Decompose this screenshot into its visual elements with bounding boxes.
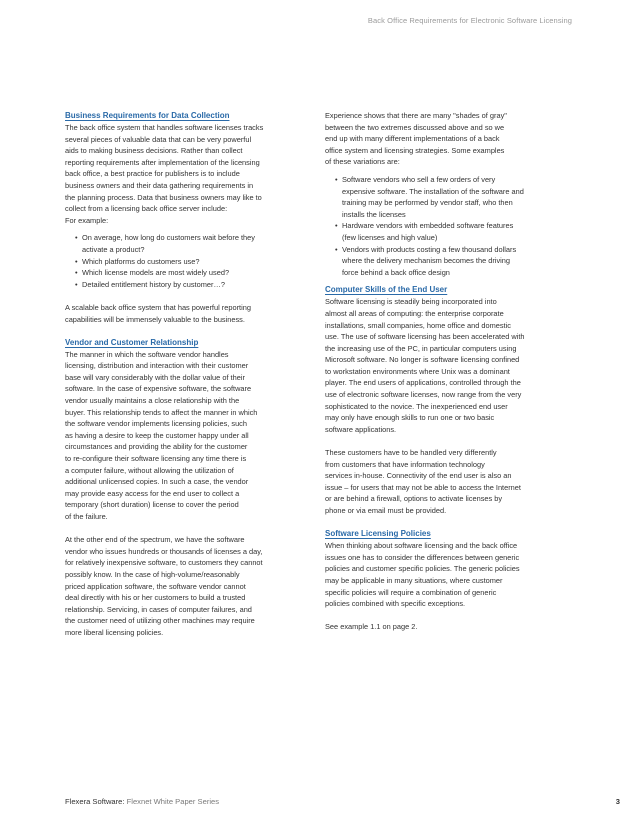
bullet-icon: •	[335, 174, 338, 184]
list-item: • Which platforms do customers use?	[75, 256, 200, 266]
footer-series	[65, 797, 219, 806]
footer-company: Flexera Software:	[65, 797, 125, 806]
list-item: • Software vendors who sell a few orders of very expensive software. The installation of the software and training may be performed by vendor staff, who then installs the licenses	[335, 174, 524, 219]
list-item: • Vendors with products costing a few thousand dollars where the delivery mechanism becomes the driving force behind a back office design	[335, 244, 517, 277]
paragraph-licensing-policies: When thinking about software licensing and the back office issues one has to consider the differences between generic policies and customer specific policies. The generic policies may be applicable in many situations, where customer specific policies will require a combination of generic policies combined with specific exceptions.	[325, 541, 520, 609]
paragraph-scalable-backoffice: A scalable back office system that has powerful reporting capabilities will be immensely valuable to the business.	[65, 302, 251, 324]
bullet-icon: •	[335, 244, 338, 254]
bullet-list-variations	[325, 174, 577, 278]
right-column	[325, 110, 577, 633]
page-number: 3	[615, 797, 620, 806]
left-column	[65, 110, 317, 639]
bullet-icon: •	[75, 279, 78, 289]
list-item: • On average, how long do customers wait before they activate a product?	[75, 233, 255, 254]
footer-series-name: Flexnet White Paper Series	[124, 797, 220, 806]
running-header: Back Office Requirements for Electronic Software Licensing	[367, 16, 572, 25]
bullet-icon: •	[335, 221, 338, 231]
bullet-icon: •	[75, 233, 78, 243]
paragraph-customers-handling: These customers have to be handled very differently from customers that have information technology services in-house. Connectivity of the end user is also an issue – for users that may not be able to access the Internet or are behind a firewall, options to activate licenses by phone or via email must be provided.	[325, 448, 521, 515]
list-item: • Detailed entitlement history by customer…?	[75, 279, 225, 289]
section-heading-data-collection: Business Requirements for Data Collection	[65, 111, 230, 120]
bullet-list-data-questions	[65, 232, 317, 290]
list-item: • Which license models are most widely used?	[75, 268, 230, 278]
section-heading-licensing-policies: Software Licensing Policies	[325, 529, 431, 539]
bullet-icon: •	[75, 268, 78, 278]
paragraph-computer-skills: Software licensing is steadily being incorporated into almost all areas of computing: the enterprise corporate installations, small companies, home office and domestic use. The use of software licensing has been accelerated with the increasing use of the PC, in particular computers using Microsoft software. No longer is software licensing confined to workstation environments where Unix was a dominant player. The end users of applications, controlled through the use of electronic software licenses, now range from the very sophisticated to the novice. The inexperienced end user may only have enough skills to run one or two basic software applications.	[325, 297, 525, 434]
paragraph-see-example: See example 1.1 on page 2.	[325, 622, 418, 632]
paragraph-vendor-relationship: The manner in which the software vendor handles licensing, distribution and interaction with their customer base will vary considerably with the dollar value of their software. In the case of expensive software, the software vendor usually maintains a close relationship with the buyer. This relationship tends to affect the manner in which the software vendor implements licensing policies, such as having a desire to keep the customer happy under all circumstances and providing the ability for the customer to re-configure their software licensing any time there is a computer failure, without allowing the utilization of additional unlicensed copies. In such a case, the vendor may provide easy access for the end user to collect a temporary (short duration) license to cover the period of the failure.	[65, 349, 258, 521]
bullet-icon: •	[75, 256, 78, 266]
list-item: • Hardware vendors with embedded software features (few licenses and high value)	[335, 221, 514, 242]
paragraph-shades-of-gray: Experience shows that there are many "shades of gray" between the two extremes discussed above and so we end up with many different implementations of a back office system and licensing strategies. Some examples of these variations are:	[325, 111, 507, 167]
section-heading-vendor-relationship: Vendor and Customer Relationship	[65, 337, 199, 347]
section-heading-computer-skills: Computer Skills of the End User	[325, 285, 448, 295]
paragraph-data-collection-intro: The back office system that handles software licenses tracks several pieces of valuable data that can be very powerful aids to making business decisions. Rather than collect reporting requirements after implementation of the licensing back office, a best practice for publishers is to include business owners and their data gathering requirements in the planning process. Data that business owners may like to collect from a licensing back office server include: For example:	[65, 123, 264, 225]
paragraph-spectrum: At the other end of the spectrum, we have the software vendor who issues hundreds or thousands of licenses a day, for relatively inexpensive software, to customers they cannot possibly know. In the case of high-volume/reasonably priced application software, the software vendor cannot deal directly with his or her customers to build a trusted relationship. Servicing, in cases of computer failures, and the customer need of utilizing other machines may require more liberal licensing policies.	[65, 535, 263, 637]
